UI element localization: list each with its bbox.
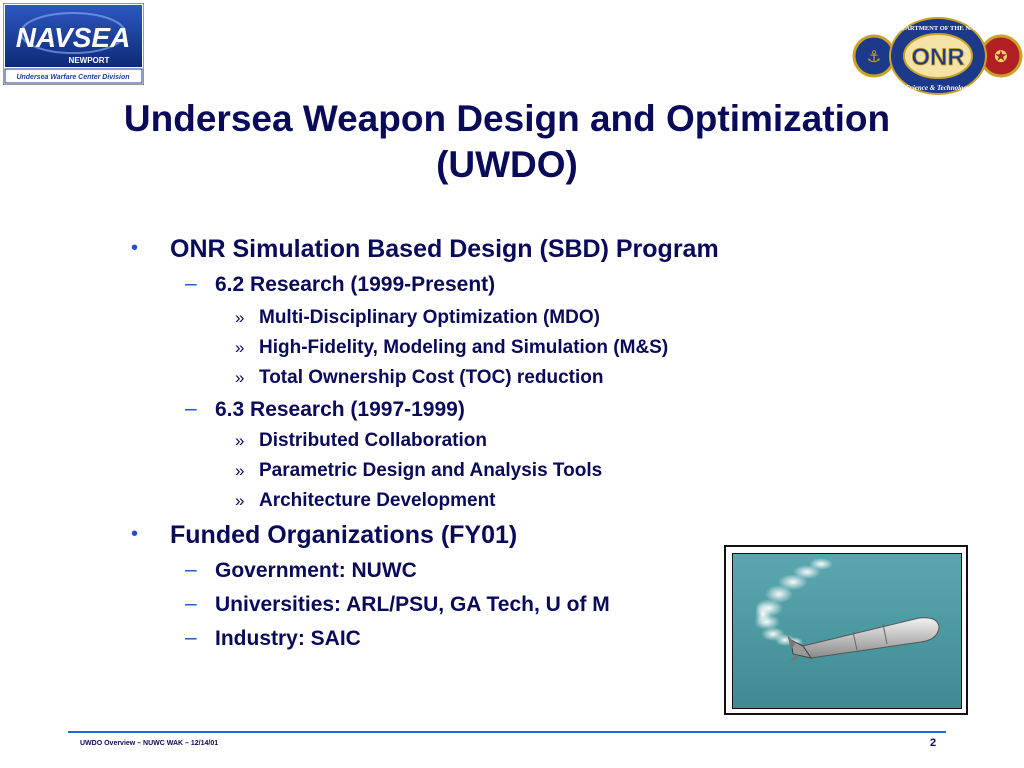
navsea-newport: NEWPORT (68, 56, 110, 65)
dash-icon: – (185, 272, 197, 295)
outline-item-text: Funded Organizations (FY01) (170, 521, 518, 549)
outline-item-text: 6.2 Research (1999-Present) (215, 273, 496, 296)
footer-rule (68, 731, 946, 733)
slide-title-line-1: Undersea Weapon Design and Optimization (123, 98, 891, 139)
footer-caption: UWDO Overview – NUWC WAK – 12/14/01 (80, 740, 219, 747)
double-chevron-icon: » (235, 491, 245, 510)
double-chevron-icon: » (235, 461, 245, 480)
dash-icon: – (185, 397, 197, 420)
svg-text:⚓: ⚓ (866, 47, 882, 66)
bullet-dot-icon: • (131, 237, 139, 259)
outline-item-text: Industry: SAIC (215, 627, 361, 650)
outline-item-text: Multi-Disciplinary Optimization (MDO) (259, 307, 600, 328)
outline-item-text: Universities: ARL/PSU, GA Tech, U of M (215, 593, 610, 616)
navsea-division: Undersea Warfare Center Division (16, 74, 130, 81)
double-chevron-icon: » (235, 431, 245, 450)
onr-ring-bottom: Science & Technology (905, 84, 971, 92)
double-chevron-icon: » (235, 368, 245, 387)
bullet-dot-icon: • (131, 523, 139, 545)
outline-item-text: Distributed Collaboration (259, 430, 487, 451)
torpedo-photo (732, 553, 962, 709)
double-chevron-icon: » (235, 338, 245, 357)
outline-item-text: Total Ownership Cost (TOC) reduction (259, 367, 604, 388)
onr-ring-top: DEPARTMENT OF THE NAVY (892, 25, 984, 32)
dash-icon: – (185, 626, 197, 649)
page-number: 2 (930, 737, 937, 749)
outline-item-text: Architecture Development (259, 490, 496, 511)
torpedo-photo-frame (724, 545, 968, 715)
outline-item-text: Government: NUWC (215, 559, 417, 582)
outline-item-text: ONR Simulation Based Design (SBD) Program (170, 235, 719, 263)
dash-icon: – (185, 592, 197, 615)
navsea-wordmark: NAVSEA (15, 22, 131, 53)
svg-text:✪: ✪ (994, 47, 1008, 66)
dash-icon: – (185, 558, 197, 581)
double-chevron-icon: » (235, 308, 245, 327)
onr-wordmark: ONR (911, 44, 965, 71)
outline-item-text: Parametric Design and Analysis Tools (259, 460, 603, 481)
outline-item-text: High-Fidelity, Modeling and Simulation (M&S) (259, 337, 669, 358)
outline-item-text: 6.3 Research (1997-1999) (215, 398, 465, 421)
slide-title-line-2: (UWDO) (436, 144, 578, 185)
